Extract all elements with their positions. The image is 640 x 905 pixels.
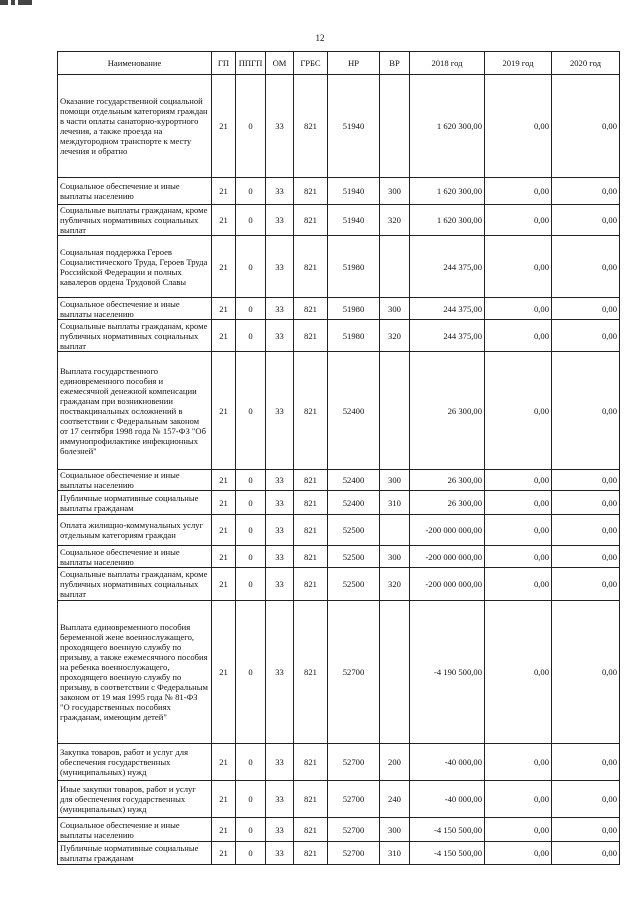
row-vr: 320	[380, 205, 410, 236]
header-nr: НР	[328, 52, 380, 75]
row-amount-2018: 26 300,00	[410, 491, 485, 515]
row-vr	[380, 75, 410, 178]
row-name: Социальное обеспечение и иные выплаты населению	[58, 818, 212, 842]
row-amount-2019: 0,00	[485, 568, 552, 601]
row-nr: 52700	[328, 781, 380, 818]
row-ppgp: 0	[236, 298, 266, 320]
row-amount-2019: 0,00	[485, 470, 552, 491]
row-name: Социальные выплаты гражданам, кроме публичных нормативных социальных выплат	[58, 568, 212, 601]
table-row	[58, 515, 620, 546]
row-name: Иные закупки товаров, работ и услуг для обеспечения государственных (муниципальных) нужд	[58, 781, 212, 818]
row-amount-2018: 244 375,00	[410, 320, 485, 352]
row-amount-2019: 0,00	[485, 601, 552, 744]
row-om: 33	[266, 205, 294, 236]
row-grbs: 821	[294, 601, 328, 744]
row-name: Социальная поддержка Героев Социалистического Труда, Героев Труда Российской Федерации и полных кавалеров ордена Трудовой Славы	[58, 236, 212, 298]
row-grbs: 821	[294, 352, 328, 470]
row-gp: 21	[212, 352, 236, 470]
row-om: 33	[266, 601, 294, 744]
row-grbs: 821	[294, 515, 328, 546]
row-grbs: 821	[294, 178, 328, 205]
table-row	[58, 842, 620, 865]
row-ppgp: 0	[236, 470, 266, 491]
row-om: 33	[266, 818, 294, 842]
row-amount-2019: 0,00	[485, 744, 552, 781]
row-om: 33	[266, 744, 294, 781]
row-om: 33	[266, 470, 294, 491]
row-om: 33	[266, 298, 294, 320]
row-gp: 21	[212, 75, 236, 178]
row-ppgp: 0	[236, 236, 266, 298]
row-name: Выплата единовременного пособия беременной жене военнослужащего, проходящего военную службу по призыву, а также ежемесячного пособия на ребенка военнослужащего, проходящего военную службу по призыву, в соответствии с Федеральным законом от 19 мая 1995 года № 81-ФЗ "О государственных пособиях гражданам, имеющим детей"	[58, 601, 212, 744]
row-amount-2019: 0,00	[485, 515, 552, 546]
row-gp: 21	[212, 842, 236, 865]
row-amount-2019: 0,00	[485, 491, 552, 515]
row-amount-2020: 0,00	[552, 546, 620, 568]
row-ppgp: 0	[236, 515, 266, 546]
row-gp: 21	[212, 470, 236, 491]
table-row	[58, 818, 620, 842]
row-amount-2018: 1 620 300,00	[410, 75, 485, 178]
row-amount-2020: 0,00	[552, 298, 620, 320]
row-amount-2020: 0,00	[552, 320, 620, 352]
row-gp: 21	[212, 781, 236, 818]
row-gp: 21	[212, 298, 236, 320]
row-nr: 51940	[328, 75, 380, 178]
row-vr: 240	[380, 781, 410, 818]
table-row	[58, 601, 620, 744]
row-name: Социальное обеспечение и иные выплаты населению	[58, 470, 212, 491]
row-nr: 52700	[328, 744, 380, 781]
header-ppgp: ППГП	[236, 52, 266, 75]
row-amount-2018: 26 300,00	[410, 352, 485, 470]
row-om: 33	[266, 781, 294, 818]
row-grbs: 821	[294, 744, 328, 781]
row-gp: 21	[212, 178, 236, 205]
row-grbs: 821	[294, 842, 328, 865]
row-ppgp: 0	[236, 818, 266, 842]
table-row	[58, 298, 620, 320]
row-amount-2020: 0,00	[552, 568, 620, 601]
header-2019: 2019 год	[485, 52, 552, 75]
row-nr: 52400	[328, 491, 380, 515]
row-ppgp: 0	[236, 601, 266, 744]
table-header-row	[58, 52, 620, 75]
table-row	[58, 546, 620, 568]
header-2018: 2018 год	[410, 52, 485, 75]
budget-table	[57, 51, 620, 865]
row-gp: 21	[212, 236, 236, 298]
row-vr: 300	[380, 818, 410, 842]
row-amount-2018: 1 620 300,00	[410, 205, 485, 236]
row-amount-2018: -200 000 000,00	[410, 546, 485, 568]
scan-mark	[0, 0, 46, 5]
row-om: 33	[266, 491, 294, 515]
row-amount-2020: 0,00	[552, 236, 620, 298]
row-nr: 51940	[328, 205, 380, 236]
row-amount-2019: 0,00	[485, 818, 552, 842]
row-amount-2018: 1 620 300,00	[410, 178, 485, 205]
row-nr: 51980	[328, 298, 380, 320]
row-amount-2019: 0,00	[485, 236, 552, 298]
table-row	[58, 320, 620, 352]
row-amount-2019: 0,00	[485, 178, 552, 205]
row-name: Социальное обеспечение и иные выплаты населению	[58, 546, 212, 568]
row-amount-2020: 0,00	[552, 470, 620, 491]
row-gp: 21	[212, 546, 236, 568]
table-row	[58, 781, 620, 818]
row-amount-2020: 0,00	[552, 352, 620, 470]
row-vr: 310	[380, 842, 410, 865]
row-ppgp: 0	[236, 178, 266, 205]
row-amount-2018: -200 000 000,00	[410, 568, 485, 601]
row-om: 33	[266, 515, 294, 546]
row-amount-2019: 0,00	[485, 546, 552, 568]
row-name: Социальное обеспечение и иные выплаты населению	[58, 178, 212, 205]
row-ppgp: 0	[236, 546, 266, 568]
row-nr: 51980	[328, 236, 380, 298]
row-amount-2020: 0,00	[552, 491, 620, 515]
row-ppgp: 0	[236, 320, 266, 352]
row-om: 33	[266, 546, 294, 568]
row-ppgp: 0	[236, 568, 266, 601]
row-amount-2019: 0,00	[485, 320, 552, 352]
row-amount-2019: 0,00	[485, 781, 552, 818]
row-om: 33	[266, 178, 294, 205]
row-vr: 300	[380, 178, 410, 205]
row-vr	[380, 515, 410, 546]
row-amount-2018: -4 190 500,00	[410, 601, 485, 744]
row-nr: 52400	[328, 470, 380, 491]
row-vr	[380, 601, 410, 744]
row-amount-2018: 26 300,00	[410, 470, 485, 491]
row-amount-2018: 244 375,00	[410, 236, 485, 298]
row-amount-2020: 0,00	[552, 842, 620, 865]
row-grbs: 821	[294, 470, 328, 491]
table-row	[58, 568, 620, 601]
row-vr	[380, 236, 410, 298]
row-grbs: 821	[294, 781, 328, 818]
row-nr: 52700	[328, 842, 380, 865]
row-vr: 200	[380, 744, 410, 781]
row-grbs: 821	[294, 205, 328, 236]
row-nr: 51980	[328, 320, 380, 352]
row-nr: 51940	[328, 178, 380, 205]
row-amount-2018: -40 000,00	[410, 744, 485, 781]
row-grbs: 821	[294, 568, 328, 601]
row-amount-2019: 0,00	[485, 205, 552, 236]
row-ppgp: 0	[236, 75, 266, 178]
row-nr: 52500	[328, 568, 380, 601]
row-amount-2019: 0,00	[485, 298, 552, 320]
row-grbs: 821	[294, 320, 328, 352]
header-2020: 2020 год	[552, 52, 620, 75]
table-row	[58, 75, 620, 178]
row-vr	[380, 352, 410, 470]
row-amount-2018: -4 150 500,00	[410, 842, 485, 865]
header-om: ОМ	[266, 52, 294, 75]
row-nr: 52500	[328, 515, 380, 546]
row-gp: 21	[212, 568, 236, 601]
row-amount-2020: 0,00	[552, 515, 620, 546]
row-amount-2018: 244 375,00	[410, 298, 485, 320]
row-name: Социальное обеспечение и иные выплаты населению	[58, 298, 212, 320]
row-vr: 310	[380, 491, 410, 515]
row-ppgp: 0	[236, 352, 266, 470]
row-vr: 300	[380, 298, 410, 320]
header-name: Наименование	[58, 52, 212, 75]
row-vr: 300	[380, 470, 410, 491]
row-amount-2020: 0,00	[552, 781, 620, 818]
row-grbs: 821	[294, 75, 328, 178]
row-gp: 21	[212, 744, 236, 781]
row-gp: 21	[212, 601, 236, 744]
row-nr: 52700	[328, 601, 380, 744]
row-amount-2018: -40 000,00	[410, 781, 485, 818]
row-amount-2019: 0,00	[485, 75, 552, 178]
row-name: Закупка товаров, работ и услуг для обеспечения государственных (муниципальных) нужд	[58, 744, 212, 781]
table-row	[58, 744, 620, 781]
row-amount-2020: 0,00	[552, 205, 620, 236]
table-row	[58, 491, 620, 515]
row-om: 33	[266, 842, 294, 865]
row-name: Социальные выплаты гражданам, кроме публичных нормативных социальных выплат	[58, 205, 212, 236]
row-name: Выплата государственного единовременного пособия и ежемесячной денежной компенсации гражданам при возникновении поствакцинальных осложнений в соответствии с Федеральным законом от 17 сентября 1998 года № 157-ФЗ "Об иммунопрофилактике инфекционных болезней"	[58, 352, 212, 470]
row-vr: 320	[380, 320, 410, 352]
row-om: 33	[266, 236, 294, 298]
row-gp: 21	[212, 515, 236, 546]
table-row	[58, 178, 620, 205]
row-grbs: 821	[294, 298, 328, 320]
row-ppgp: 0	[236, 744, 266, 781]
row-name: Публичные нормативные социальные выплаты гражданам	[58, 842, 212, 865]
row-vr: 320	[380, 568, 410, 601]
row-gp: 21	[212, 205, 236, 236]
row-grbs: 821	[294, 236, 328, 298]
row-amount-2019: 0,00	[485, 352, 552, 470]
row-gp: 21	[212, 320, 236, 352]
row-amount-2019: 0,00	[485, 842, 552, 865]
page-number: 12	[315, 33, 325, 43]
row-amount-2020: 0,00	[552, 75, 620, 178]
row-ppgp: 0	[236, 491, 266, 515]
row-nr: 52500	[328, 546, 380, 568]
row-vr: 300	[380, 546, 410, 568]
row-grbs: 821	[294, 818, 328, 842]
row-name: Публичные нормативные социальные выплаты гражданам	[58, 491, 212, 515]
row-name: Оказание государственной социальной помощи отдельным категориям граждан в части оплаты санаторно-курортного лечения, а также проезда на междугородном транспорте к месту лечения и обратно	[58, 75, 212, 178]
row-om: 33	[266, 75, 294, 178]
table-row	[58, 205, 620, 236]
row-gp: 21	[212, 491, 236, 515]
row-ppgp: 0	[236, 842, 266, 865]
row-nr: 52700	[328, 818, 380, 842]
row-om: 33	[266, 568, 294, 601]
row-grbs: 821	[294, 546, 328, 568]
row-amount-2020: 0,00	[552, 601, 620, 744]
row-name: Оплата жилищно-коммунальных услуг отдельным категориям граждан	[58, 515, 212, 546]
row-nr: 52400	[328, 352, 380, 470]
row-ppgp: 0	[236, 781, 266, 818]
table-row	[58, 236, 620, 298]
row-gp: 21	[212, 818, 236, 842]
row-om: 33	[266, 352, 294, 470]
row-amount-2020: 0,00	[552, 178, 620, 205]
row-amount-2020: 0,00	[552, 744, 620, 781]
table-row	[58, 470, 620, 491]
row-name: Социальные выплаты гражданам, кроме публичных нормативных социальных выплат	[58, 320, 212, 352]
row-grbs: 821	[294, 491, 328, 515]
row-ppgp: 0	[236, 205, 266, 236]
row-om: 33	[266, 320, 294, 352]
row-amount-2020: 0,00	[552, 818, 620, 842]
row-amount-2018: -200 000 000,00	[410, 515, 485, 546]
table-row	[58, 352, 620, 470]
header-grbs: ГРБС	[294, 52, 328, 75]
table-body	[58, 75, 620, 865]
header-gp: ГП	[212, 52, 236, 75]
row-amount-2018: -4 150 500,00	[410, 818, 485, 842]
header-vr: ВР	[380, 52, 410, 75]
